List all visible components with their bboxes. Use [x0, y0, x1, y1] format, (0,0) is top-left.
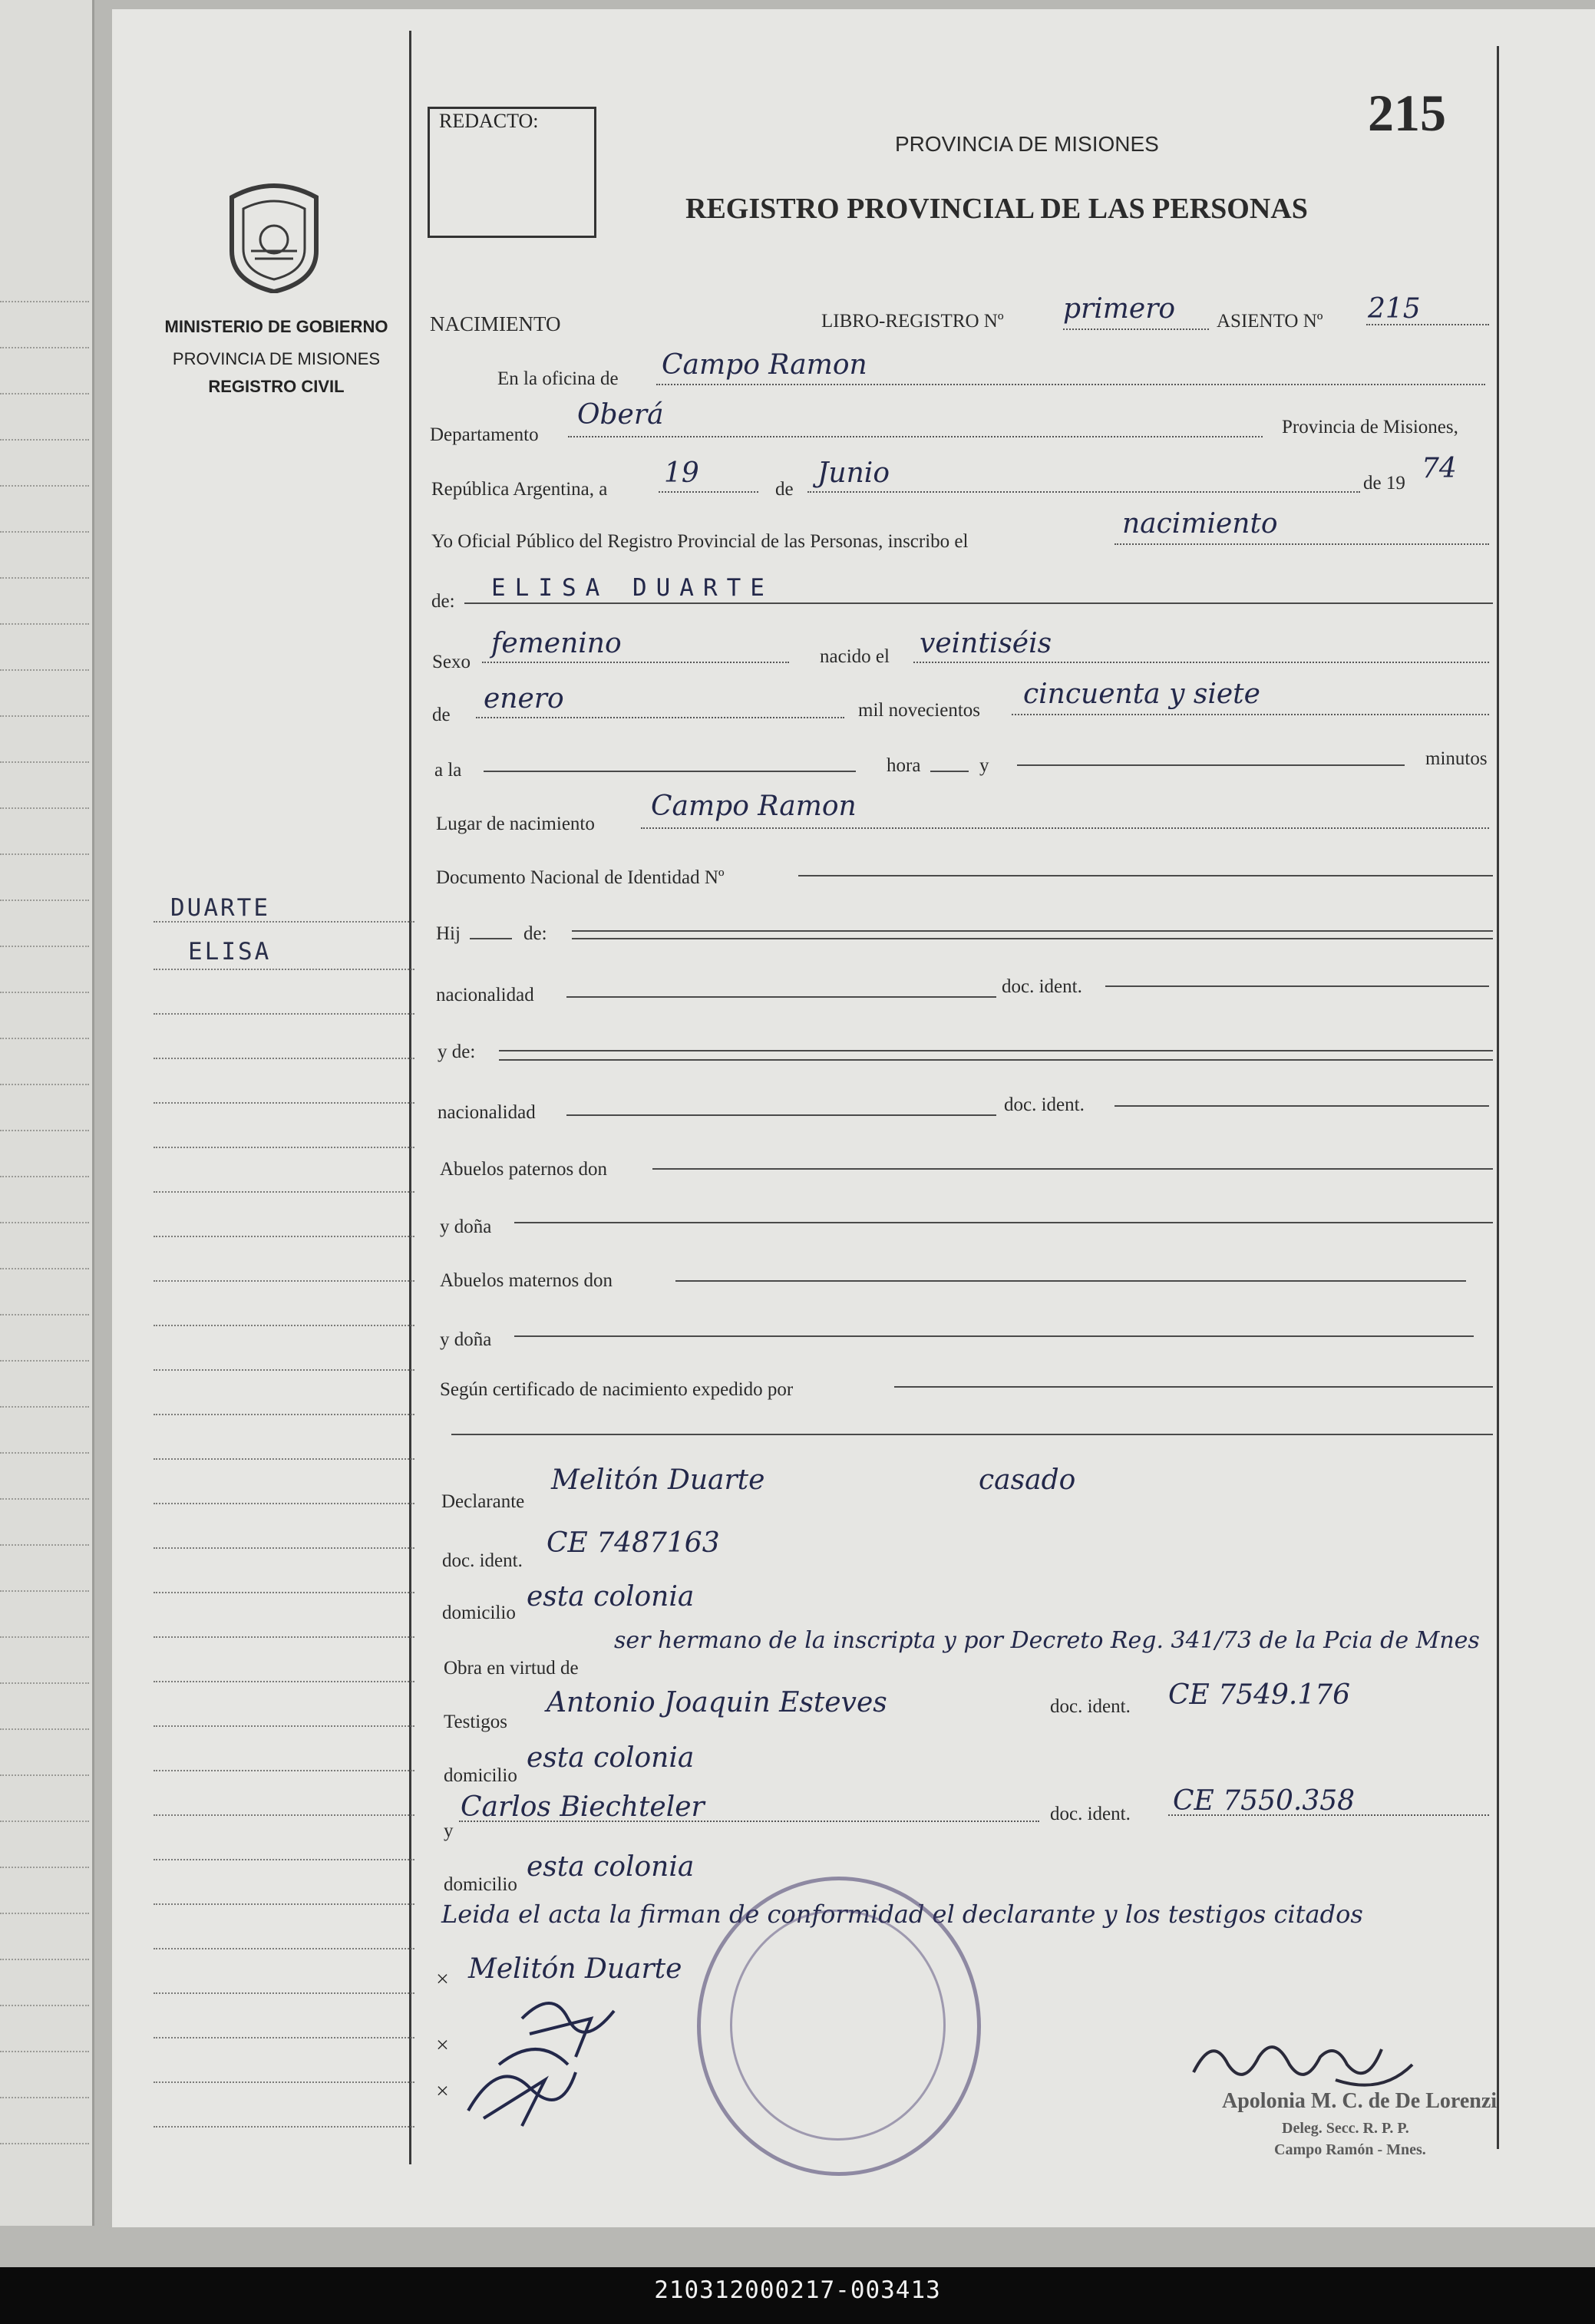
entry-mes-nac: enero — [484, 683, 564, 715]
label-mil-novecientos: mil novecientos — [858, 700, 980, 721]
label-obra-en-virtud: Obra en virtud de — [444, 1658, 579, 1679]
entry-sexo: femenino — [491, 628, 622, 659]
label-doc-ident-2: doc. ident. — [1004, 1094, 1085, 1115]
label-y-de: y de: — [438, 1042, 476, 1062]
label-doc-ident-testigo-1: doc. ident. — [1050, 1696, 1131, 1717]
label-abuelos-paternos: Abuelos paternos don — [440, 1159, 608, 1180]
label-doc-ident-declarante: doc. ident. — [442, 1550, 523, 1571]
entry-oficina: Campo Ramon — [662, 349, 867, 381]
label-declarante: Declarante — [441, 1491, 525, 1512]
label-domicilio-2: domicilio — [444, 1765, 517, 1786]
label-domicilio-1: domicilio — [442, 1603, 516, 1623]
stub-province: PROVINCIA DE MISIONES — [172, 349, 381, 368]
header-registry: REGISTRO PROVINCIAL DE LAS PERSONAS — [685, 193, 1308, 225]
image-caption: 210312000217-003413 — [654, 2276, 941, 2304]
entry-testigo-2-doc: CE 7550.358 — [1173, 1785, 1356, 1817]
label-oficina: En la oficina de — [497, 368, 619, 389]
label-y: y — [979, 755, 989, 776]
official-name: Apolonia M. C. de De Lorenzi — [1222, 2089, 1498, 2113]
entry-declarante-doc: CE 7487163 — [547, 1527, 720, 1559]
entry-testigo-1: Antonio Joaquin Esteves — [547, 1687, 887, 1718]
label-de: de — [775, 479, 794, 500]
registry-stamp-icon — [697, 1877, 981, 2176]
label-hij: Hij — [436, 923, 461, 944]
label-provincia-misiones: Provincia de Misiones, — [1282, 417, 1458, 437]
label-libro-registro: LIBRO-REGISTRO Nº — [821, 311, 1004, 332]
entry-firma-declarante: Melitón Duarte — [468, 1953, 682, 1985]
label-hora: hora — [887, 755, 921, 776]
label-nacimiento: NACIMIENTO — [430, 312, 561, 335]
witness-signatures-icon — [453, 1988, 668, 2141]
entry-lugar-nacimiento: Campo Ramon — [651, 791, 857, 822]
label-lugar-nacimiento: Lugar de nacimiento — [436, 814, 595, 834]
label-nacionalidad-1: nacionalidad — [436, 985, 534, 1005]
stub-divider — [409, 31, 411, 2164]
header-province: PROVINCIA DE MISIONES — [895, 132, 1159, 156]
entry-anio-nac: cincuenta y siete — [1023, 678, 1260, 710]
label-minutos: minutos — [1425, 748, 1488, 769]
label-nacido-el: nacido el — [820, 646, 890, 667]
label-testigos: Testigos — [444, 1712, 507, 1732]
label-segun-certificado: Según certificado de nacimiento expedido por — [440, 1379, 794, 1400]
official-role: Deleg. Secc. R. P. P. — [1282, 2120, 1409, 2137]
entry-asiento: 215 — [1368, 293, 1421, 325]
x-mark-1: × — [436, 1966, 449, 1992]
entry-nacido-el: veintiséis — [920, 628, 1052, 659]
entry-nombre: ELISA DUARTE — [491, 574, 774, 602]
label-nacionalidad-2: nacionalidad — [438, 1102, 536, 1123]
entry-dia: 19 — [664, 457, 699, 489]
redacto-label: REDACTO: — [439, 110, 539, 132]
label-sexo: Sexo — [432, 652, 471, 672]
label-de-nombre: de: — [431, 591, 455, 612]
right-border — [1497, 46, 1499, 2149]
stub-civil-registry: REGISTRO CIVIL — [208, 377, 345, 396]
entry-declarante: Melitón Duarte — [551, 1464, 765, 1496]
label-dni: Documento Nacional de Identidad Nº — [436, 867, 725, 888]
province-seal-icon — [216, 178, 332, 293]
entry-testigo-1-doc: CE 7549.176 — [1168, 1679, 1351, 1711]
label-departamento: Departamento — [430, 424, 539, 445]
label-asiento: ASIENTO Nº — [1217, 311, 1323, 332]
entry-obra-en-virtud: ser hermano de la inscripta y por Decreto Reg. 341/73 de la Pcia de Mnes — [614, 1627, 1480, 1654]
label-yo-oficial: Yo Oficial Público del Registro Provincial de las Personas, inscribo el — [431, 531, 969, 552]
stub-given-name: ELISA — [188, 938, 272, 966]
label-doc-ident-testigo-2: doc. ident. — [1050, 1804, 1131, 1824]
official-place: Campo Ramón - Mnes. — [1274, 2141, 1426, 2158]
label-de-19: de 19 — [1363, 473, 1405, 494]
left-facing-page — [0, 0, 94, 2226]
entry-inscribo: nacimiento — [1122, 508, 1278, 540]
x-mark-3: × — [436, 2078, 449, 2104]
entry-declarante-estado: casado — [979, 1464, 1076, 1496]
entry-testigo-1-domicilio: esta colonia — [527, 1742, 695, 1774]
label-y-dona-2: y doña — [440, 1329, 492, 1350]
x-mark-2: × — [436, 2032, 449, 2058]
stub-ministry: MINISTERIO DE GOBIERNO — [164, 317, 388, 336]
entry-mes: Junio — [817, 457, 890, 489]
entry-libro: primero — [1063, 293, 1176, 325]
entry-declarante-domicilio: esta colonia — [527, 1581, 695, 1613]
label-y-testigo-2: y — [444, 1821, 454, 1841]
entry-departamento: Oberá — [577, 399, 664, 431]
label-a-la: a la — [434, 760, 462, 781]
label-y-dona-1: y doña — [440, 1216, 492, 1237]
label-republica: República Argentina, a — [431, 479, 608, 500]
label-doc-ident-1: doc. ident. — [1002, 976, 1082, 997]
folio-number: 215 — [1368, 84, 1446, 142]
stub-surname: DUARTE — [170, 894, 270, 922]
entry-testigo-2: Carlos Biechteler — [461, 1791, 705, 1823]
entry-cierre: Leida el acta la firman de conformidad el declarante y los testigos citados — [441, 1900, 1363, 1929]
label-abuelos-maternos: Abuelos maternos don — [440, 1270, 613, 1291]
label-de-mes: de — [432, 705, 451, 725]
entry-testigo-2-domicilio: esta colonia — [527, 1851, 695, 1883]
label-hij-de: de: — [523, 923, 547, 944]
entry-anio: 74 — [1422, 453, 1457, 484]
label-domicilio-3: domicilio — [444, 1874, 517, 1895]
